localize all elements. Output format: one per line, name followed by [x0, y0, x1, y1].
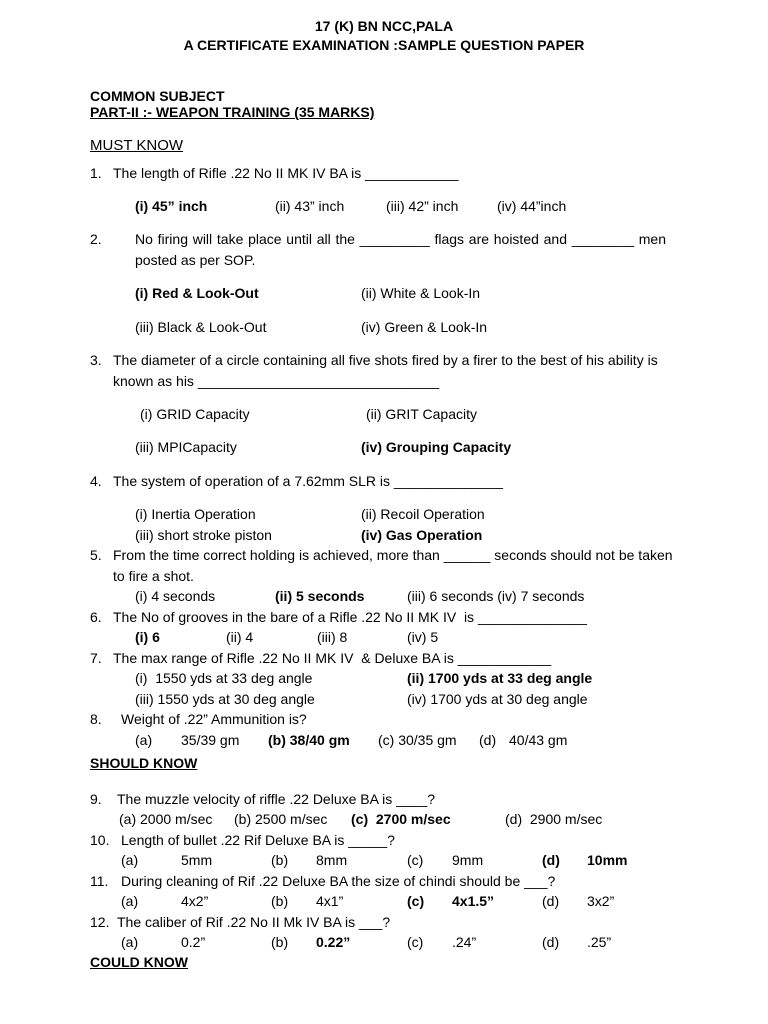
option: (iii) short stroke piston	[135, 527, 272, 543]
option: (iv) 5	[407, 629, 439, 645]
option: (i) 1550 yds at 33 deg angle	[135, 670, 313, 686]
option-letter: (c)	[407, 934, 424, 950]
option: (ii) 43” inch	[275, 198, 345, 214]
option: 0.2”	[181, 934, 206, 950]
option: 35/39 gm	[181, 732, 240, 748]
option: (ii) 4	[226, 629, 254, 645]
option-letter: (b)	[271, 934, 289, 950]
common-subject-heading: COMMON SUBJECT	[90, 88, 225, 104]
option: (iii) 6 seconds (iv) 7 seconds	[407, 588, 585, 604]
option: (i) GRID Capacity	[140, 406, 250, 422]
option: 40/43 gm	[509, 732, 568, 748]
option: (i) 4 seconds	[135, 588, 216, 604]
option: (iii) Black & Look-Out	[135, 319, 267, 335]
option-letter: (d)	[542, 893, 560, 909]
option-letter: (d)	[542, 934, 560, 950]
question-number: 3.	[90, 352, 102, 368]
option: 4x2”	[181, 893, 209, 909]
question-text: No firing will take place until all the _________ flags are hoisted and ________ men posted as per SOP.	[135, 231, 666, 268]
option: (b) 2500 m/sec	[234, 811, 328, 827]
option-correct: (i) 6	[135, 629, 160, 645]
question-text: The length of Rifle .22 No II MK IV BA is ____________	[113, 165, 459, 181]
question-number: 2.	[90, 231, 102, 247]
question-text: The caliber of Rif .22 No II Mk IV BA is ___?	[117, 914, 391, 930]
part-heading: PART-II :- WEAPON TRAINING (35 MARKS)	[90, 104, 375, 120]
question-number: 1.	[90, 165, 102, 181]
option-correct: (iv) Gas Operation	[361, 527, 483, 543]
option-letter: (b)	[271, 852, 289, 868]
question-text: During cleaning of Rif .22 Deluxe BA the size of chindi should be ___?	[121, 873, 556, 889]
option: .25”	[587, 934, 612, 950]
option-correct: (i) Red & Look-Out	[135, 285, 259, 301]
should-know-heading: SHOULD KNOW	[90, 755, 198, 771]
option-letter: (a)	[121, 893, 139, 909]
option: (iv) 44”inch	[497, 198, 567, 214]
option-letter: (a)	[121, 852, 139, 868]
option-letter: (c)	[407, 852, 424, 868]
header-title: 17 (K) BN NCC,PALA	[314, 18, 454, 34]
option-correct: (i) 45” inch	[135, 198, 208, 214]
option-correct: (iv) Grouping Capacity	[361, 439, 512, 455]
option: 3x2”	[587, 893, 615, 909]
question-number: 11.	[90, 873, 109, 889]
option: (ii) White & Look-In	[361, 285, 481, 301]
question-text: The diameter of a circle containing all five shots fired by a firer to the best of his ability is known as his _______________________________	[113, 352, 658, 389]
option: (ii) Recoil Operation	[361, 506, 485, 522]
header-subtitle: A CERTIFICATE EXAMINATION :SAMPLE QUESTION PAPER	[183, 37, 585, 53]
option-letter: (a)	[121, 934, 139, 950]
option-letter: (d)	[479, 732, 497, 748]
option-letter-correct: (d)	[542, 852, 560, 868]
option-correct: (c) 2700 m/sec	[351, 811, 451, 827]
question-number: 6.	[90, 609, 102, 625]
option-letter: (a)	[135, 732, 153, 748]
option: .24”	[452, 934, 477, 950]
question-text: Weight of .22” Ammunition is?	[121, 711, 307, 727]
question-text: The max range of Rifle .22 No II MK IV & Deluxe BA is ____________	[113, 650, 552, 666]
option: (iv) 1700 yds at 30 deg angle	[407, 691, 588, 707]
option: (iv) Green & Look-In	[361, 319, 488, 335]
question-number: 9.	[90, 791, 102, 807]
option-correct: (ii) 5 seconds	[275, 588, 365, 604]
could-know-heading: COULD KNOW	[90, 954, 188, 970]
option: 9mm	[452, 852, 484, 868]
question-number: 8.	[90, 711, 102, 727]
option: (a) 2000 m/sec	[119, 811, 213, 827]
option: (i) Inertia Operation	[135, 506, 256, 522]
option: (iii) 1550 yds at 30 deg angle	[135, 691, 315, 707]
option: (iii) 42” inch	[386, 198, 459, 214]
option-letter-correct: (c)	[407, 893, 425, 909]
question-text: The No of grooves in the bare of a Rifle .22 No II MK IV is ______________	[113, 609, 587, 625]
option-correct: (ii) 1700 yds at 33 deg angle	[407, 670, 593, 686]
option: (c) 30/35 gm	[378, 732, 457, 748]
question-number: 12.	[90, 914, 110, 930]
question-text: The muzzle velocity of riffle .22 Deluxe BA is ____?	[117, 791, 436, 807]
option-correct: (b) 38/40 gm	[268, 732, 350, 748]
option: (d) 2900 m/sec	[505, 811, 603, 827]
option: 8mm	[316, 852, 348, 868]
option-letter: (b)	[271, 893, 289, 909]
question-text: From the time correct holding is achieved, more than ______ seconds should not be taken to fire a shot.	[113, 547, 673, 584]
must-know-heading: MUST KNOW	[90, 137, 184, 154]
option-correct: 0.22”	[316, 934, 351, 950]
question-number: 5.	[90, 547, 102, 563]
option: 5mm	[181, 852, 213, 868]
option-correct: 10mm	[587, 852, 628, 868]
option: 4x1”	[316, 893, 344, 909]
option: (iii) 8	[317, 629, 348, 645]
option-correct: 4x1.5”	[452, 893, 495, 909]
question-number: 4.	[90, 473, 102, 489]
option: (iii) MPICapacity	[135, 439, 237, 455]
question-text: The system of operation of a 7.62mm SLR is ______________	[113, 473, 503, 489]
question-number: 10.	[90, 832, 110, 848]
question-text: Length of bullet .22 Rif Deluxe BA is _____?	[121, 832, 395, 848]
question-number: 7.	[90, 650, 102, 666]
option: (ii) GRIT Capacity	[366, 406, 477, 422]
